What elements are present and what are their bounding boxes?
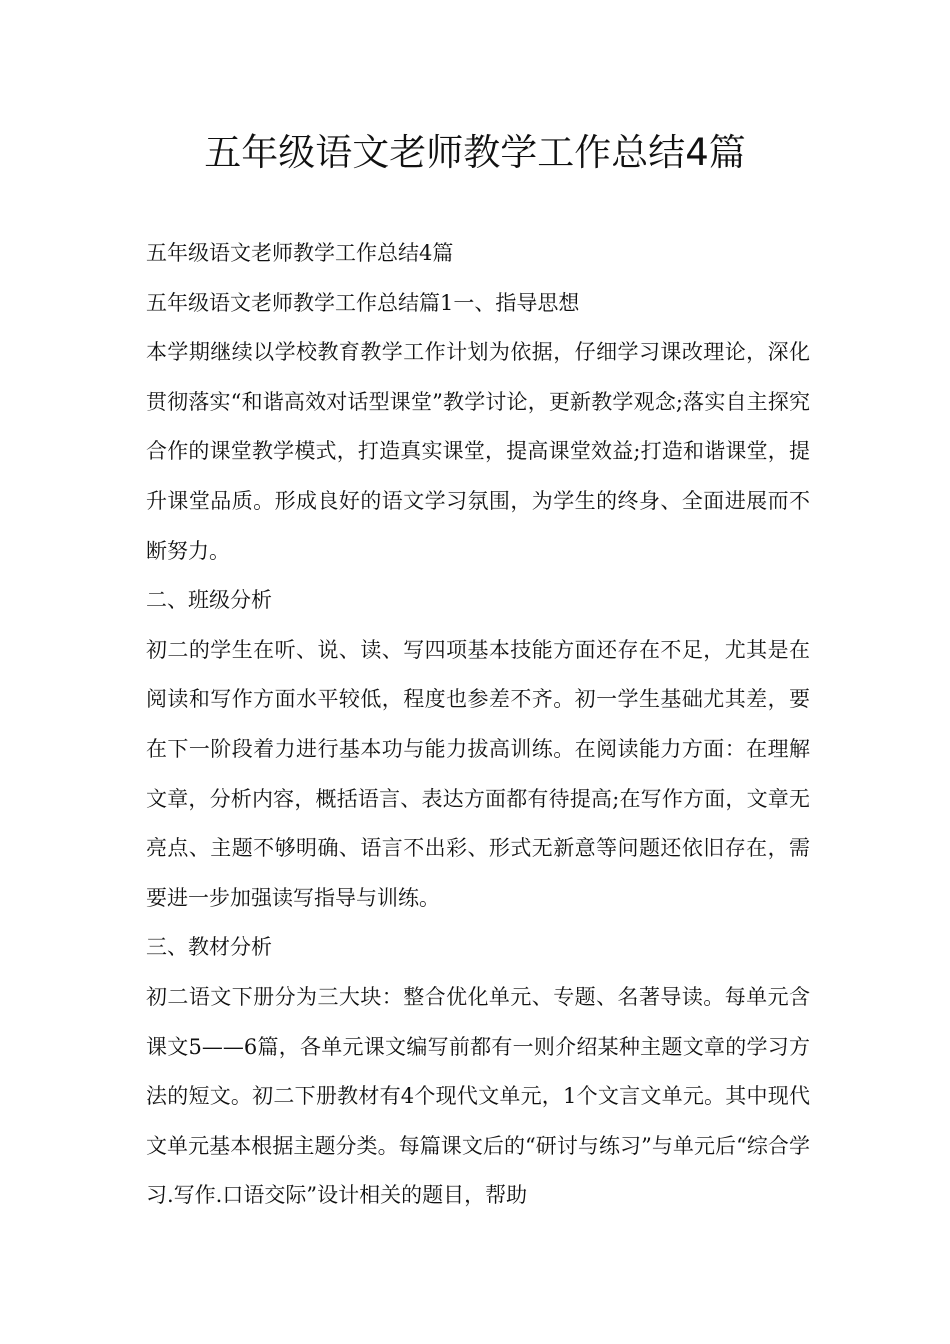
section-heading-class-analysis: 二、班级分析 [146, 588, 272, 613]
document-title: 五年级语文老师教学工作总结4篇 [204, 131, 746, 174]
subtitle-line: 五年级语文老师教学工作总结4篇 [146, 241, 454, 265]
paragraph-class-analysis: 初二的学生在听、说、读、写四项基本技能方面还存在不足，尤其是在阅读和写作方面水平较低，程度也参差不齐。初一学生基础尤其差，要在下一阶段着力进行基本功与能力拔高训练。在阅读能力方面：在理解文章，分析内容，概括语言、表达方面都有待提高;在写作方面，文章无亮点、主题不够明确、语言不出彩、形式无新意等问题还依旧存在，需要进一步加强读写指导与训练。 [146, 637, 810, 910]
paragraph-textbook-analysis: 初二语文下册分为三大块：整合优化单元、专题、名著导读。每单元含课文5——6篇，各单元课文编写前都有一则介绍某种主题文章的学习方法的短文。初二下册教材有4个现代文单元，1个文言文单元。其中现代文单元基本根据主题分类。每篇课文后的“研讨与练习”与单元后“综合学习.写作.口语交际”设计相关的题目，帮助 [146, 984, 810, 1208]
document-body [146, 229, 810, 1221]
section-heading-guiding-thought: 五年级语文老师教学工作总结篇1一、指导思想 [146, 290, 580, 315]
section-heading-textbook-analysis: 三、教材分析 [146, 935, 272, 960]
paragraph-guiding-thought: 本学期继续以学校教育教学工作计划为依据，仔细学习课改理论，深化贯彻落实“和谐高效对话型课堂”教学讨论，更新教学观念;落实自主探究合作的课堂教学模式，打造真实课堂，提高课堂效益;打造和谐课堂，提升课堂品质。形成良好的语文学习氛围，为学生的终身、全面进展而不断努力。 [146, 340, 810, 563]
